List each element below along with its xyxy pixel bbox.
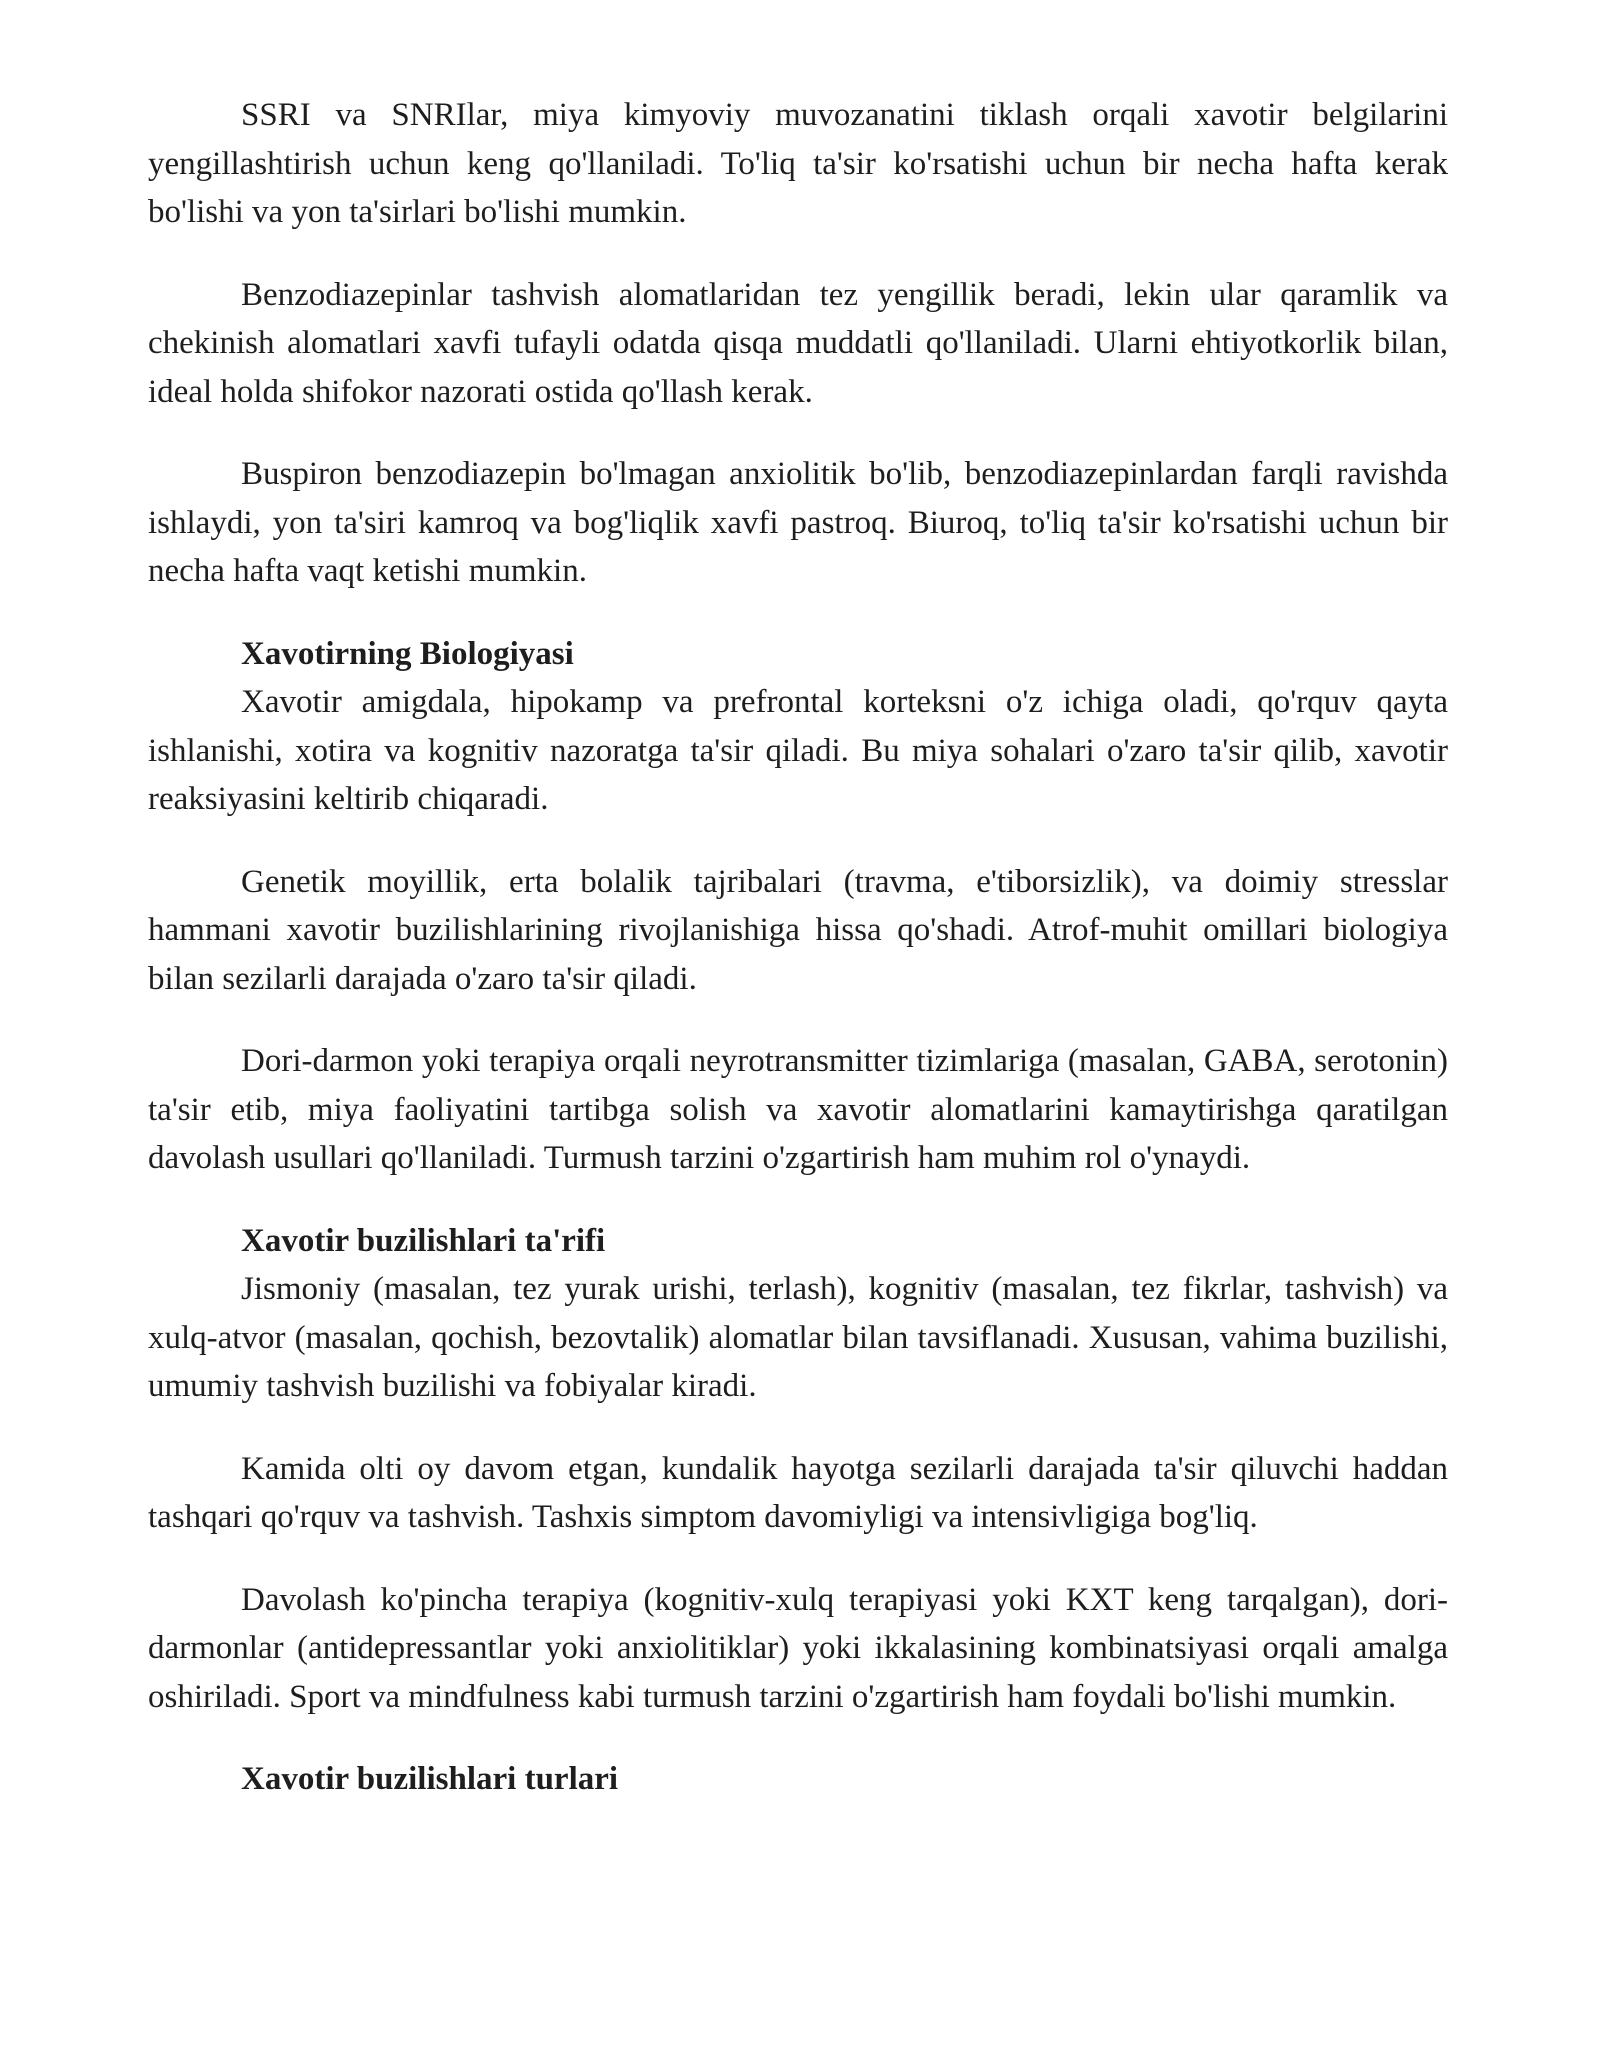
paragraph-brain-regions: Xavotir amigdala, hipokamp va prefrontal korteksni o'z ichiga oladi, qo'rquv qayta ishlanishi, xotira va kognitiv nazoratga ta'sir qiladi. Bu miya sohalari o'zaro ta'sir qilib, xavotir reaksiyasini keltirib chiqaradi. [148, 684, 1448, 817]
paragraph-benzodiazepines: Benzodiazepinlar tashvish alomatlaridan tez yengillik beradi, lekin ular qaramlik va chekinish alomatlari xavfi tufayli odatda qisqa muddatli qo'llaniladi. Ularni ehtiyotkorlik bilan, ideal holda shifokor nazorati ostida qo'llash kerak. [148, 276, 1448, 410]
paragraph-symptoms: Jismoniy (masalan, tez yurak urishi, terlash), kognitiv (masalan, tez fikrlar, tashvish) va xulq-atvor (masalan, qochish, bezovtalik) alomatlar bilan tavsiflanadi. Xususan, vahima buzilishi, umumiy tashvish buzilishi va fobiyalar kiradi. [148, 1271, 1448, 1404]
heading-definition: Xavotir buzilishlari ta'rifi [241, 1222, 606, 1259]
document-page [148, 91, 1448, 1804]
paragraph-buspirone: Buspiron benzodiazepin bo'lmagan anxiolitik bo'lib, benzodiazepinlardan farqli ravishda ishlaydi, yon ta'siri kamroq va bog'liqlik xavfi pastroq. Biuroq, to'liq ta'sir ko'rsatishi uchun bir necha hafta vaqt ketishi mumkin. [148, 456, 1448, 589]
paragraph-treatment: Davolash ko'pincha terapiya (kognitiv-xulq terapiyasi yoki KXT keng tarqalgan), dori-darmonlar (antidepressantlar yoki anxiolitiklar) yoki ikkalasining kombinatsiyasi orqali amalga oshiriladi. Sport va mindfulness kabi turmush tarzini o'zgartirish ham foydali bo'lishi mumkin. [148, 1581, 1448, 1715]
section-types [148, 1755, 1448, 1804]
paragraph-ssri-snri: SSRI va SNRIlar, miya kimyoviy muvozanatini tiklash orqali xavotir belgilarini yengillashtirish uchun keng qo'llaniladi. To'liq ta'sir ko'rsatishi uchun bir necha hafta kerak bo'lishi va yon ta'sirlari bo'lishi mumkin. [148, 97, 1448, 230]
paragraph-treatment-approach: Dori-darmon yoki terapiya orqali neyrotransmitter tizimlariga (masalan, GABA, serotonin) ta'sir etib, miya faoliyatini tartibga solish va xavotir alomatlarini kamaytirishga qaratilgan davolash usullari qo'llaniladi. Turmush tarzini o'zgartirish ham muhim rol o'ynaydi. [148, 1043, 1448, 1176]
heading-types: Xavotir buzilishlari turlari [241, 1761, 619, 1797]
paragraph-diagnosis: Kamida olti oy davom etgan, kundalik hayotga sezilarli darajada ta'sir qiluvchi haddan tashqari qo'rquv va tashvish. Tashxis simptom davomiyligi va intensivligiga bog'liq. [148, 1450, 1448, 1535]
heading-biology: Xavotirning Biologiyasi [241, 635, 574, 672]
section-biology [148, 630, 1448, 1183]
paragraph-risk-factors: Genetik moyillik, erta bolalik tajribalari (travma, e'tiborsizlik), va doimiy stresslar hammani xavotir buzilishlarining rivojlanishiga hissa qo'shadi. Atrof-muhit omillari biologiya bilan sezilarli darajada o'zaro ta'sir qiladi. [148, 863, 1448, 997]
section-definition [148, 1217, 1448, 1722]
